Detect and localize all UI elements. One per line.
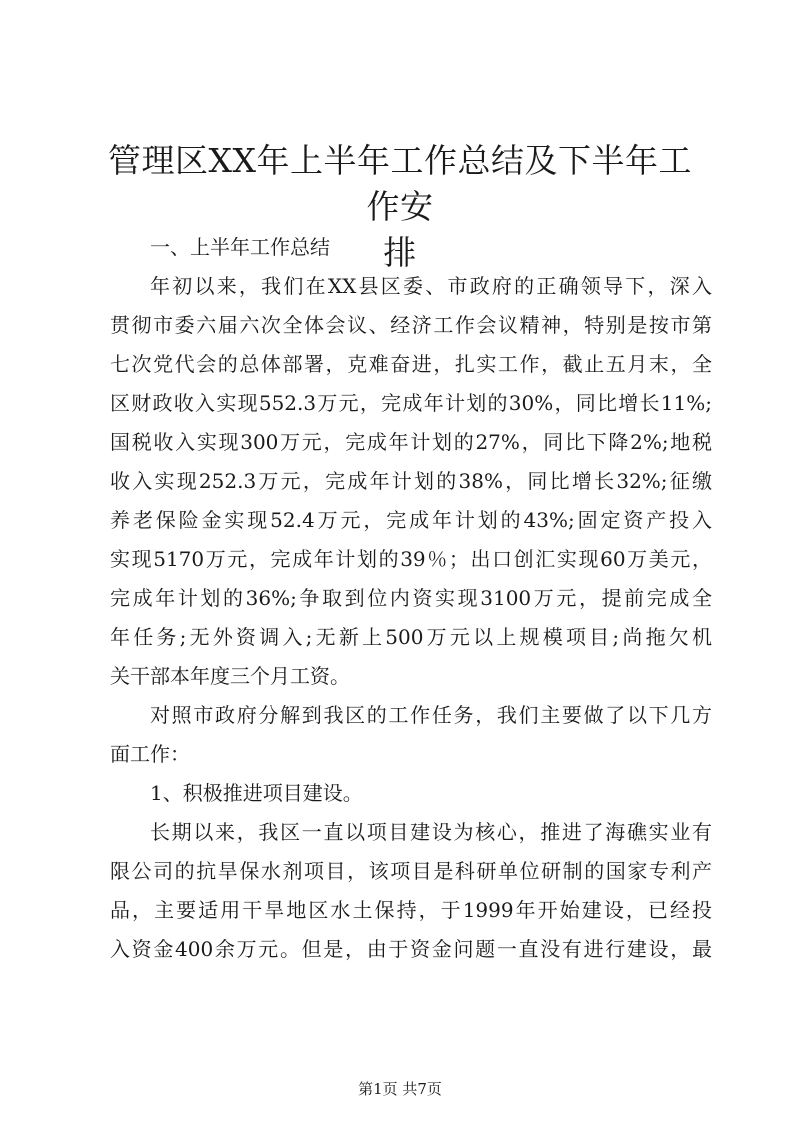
body-line: 养老保险金实现52.4万元，完成年计划的43%;固定资产投入 bbox=[110, 508, 712, 532]
document-body bbox=[110, 228, 712, 969]
body-line: 面工作： bbox=[110, 742, 190, 766]
body-line: 七次党代会的总体部署，克难奋进，扎实工作，截止五月末，全 bbox=[110, 352, 712, 376]
title-line-2: 排 bbox=[383, 233, 417, 272]
body-line: 长期以来，我区一直以项目建设为核心，推进了海礁实业有 bbox=[150, 820, 712, 844]
body-line: 对照市政府分解到我区的工作任务，我们主要做了以下几方 bbox=[150, 703, 712, 727]
body-line: 实现5170万元，完成年计划的39％；出口创汇实现60万美元， bbox=[110, 547, 712, 571]
title-line-1: 管理区XX年上半年工作总结及下半年工作安 bbox=[108, 141, 692, 226]
body-line: 收入实现252.3万元，完成年计划的38%，同比增长32%;征缴 bbox=[110, 469, 712, 493]
section-heading: 一、上半年工作总结 bbox=[150, 235, 330, 259]
body-line: 年初以来，我们在XX县区委、市政府的正确领导下，深入 bbox=[150, 274, 712, 298]
page-footer: 第1页 共7页 bbox=[358, 1080, 442, 1098]
body-line: 限公司的抗旱保水剂项目，该项目是科研单位研制的国家专利产 bbox=[110, 859, 712, 883]
body-line: 年任务;无外资调入;无新上500万元以上规模项目;尚拖欠机 bbox=[110, 625, 712, 649]
body-line: 完成年计划的36%;争取到位内资实现3100万元，提前完成全 bbox=[110, 586, 712, 610]
section-heading: 1、积极推进项目建设。 bbox=[150, 781, 363, 805]
body-line: 贯彻市委六届六次全体会议、经济工作会议精神，特别是按市第 bbox=[110, 313, 712, 337]
body-line: 国税收入实现300万元，完成年计划的27%，同比下降2%;地税 bbox=[110, 430, 712, 454]
body-line: 区财政收入实现552.3万元，完成年计划的30%，同比增长11%; bbox=[110, 391, 712, 415]
body-line: 入资金400余万元。但是，由于资金问题一直没有进行建设，最 bbox=[110, 937, 712, 961]
body-line: 关干部本年度三个月工资。 bbox=[110, 664, 350, 688]
body-line: 品，主要适用干旱地区水土保持，于1999年开始建设，已经投 bbox=[110, 898, 712, 922]
